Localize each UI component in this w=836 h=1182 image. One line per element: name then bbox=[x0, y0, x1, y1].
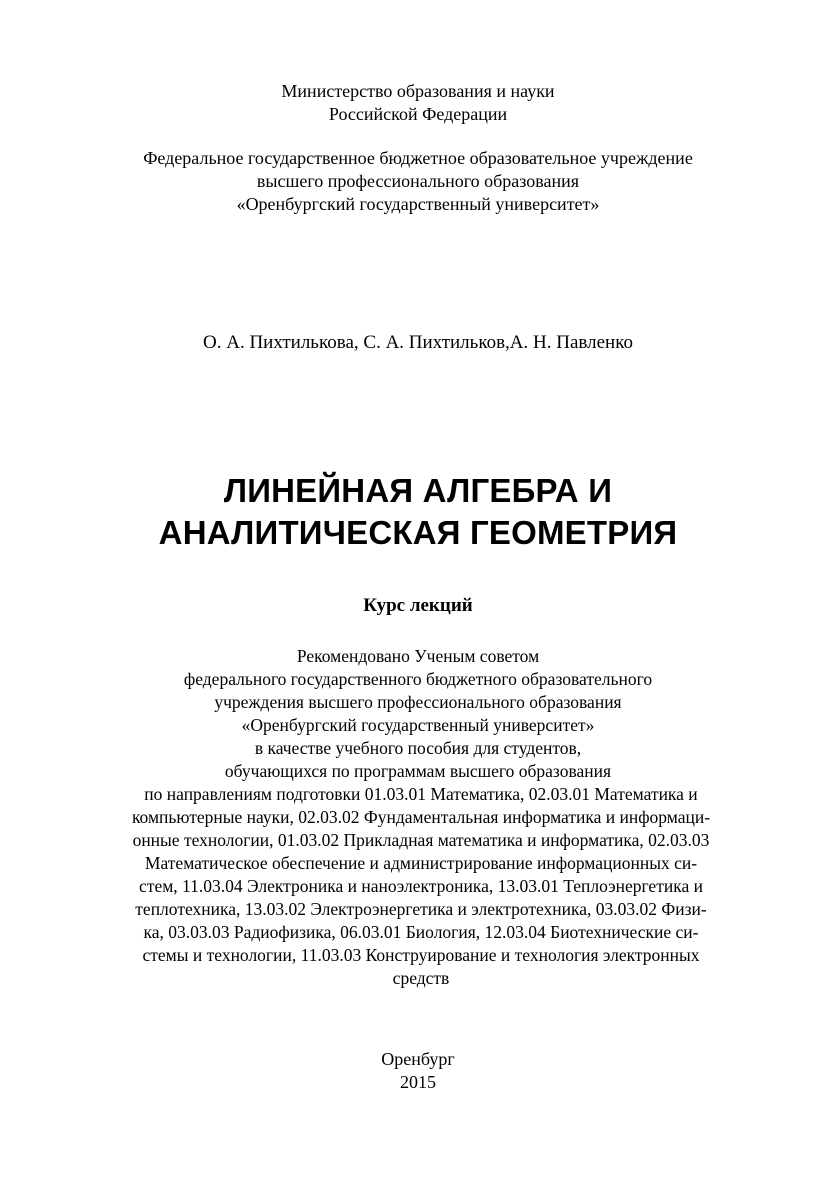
recommendation-line-4: «Оренбургский государственный университет» bbox=[241, 715, 595, 735]
ministry-block bbox=[0, 80, 836, 126]
institution-line-2: высшего профессионального образования bbox=[256, 171, 580, 191]
directions-line-8: стемы и технологии, 11.03.03 Конструирование и технология электронных bbox=[142, 945, 700, 965]
institution-block bbox=[0, 147, 836, 216]
directions-line-3: онные технологии, 01.03.02 Прикладная математика и информатика, 02.03.03 bbox=[132, 830, 710, 850]
directions-line-6: теплотехника, 13.03.02 Электроэнергетика и электротехника, 03.03.02 Физи- bbox=[135, 899, 707, 919]
institution-line-3: «Оренбургский государственный университет» bbox=[236, 194, 600, 214]
book-title-line-2: АНАЛИТИЧЕСКАЯ ГЕОМЕТРИЯ bbox=[158, 514, 678, 551]
publication-year-text: 2015 bbox=[400, 1072, 436, 1092]
recommendation-block bbox=[0, 645, 836, 783]
directions-block bbox=[96, 783, 746, 990]
directions-line-9: средств bbox=[392, 968, 450, 988]
institution-line-1: Федеральное государственное бюджетное образовательное учреждение bbox=[143, 148, 693, 168]
publication-year bbox=[0, 1071, 836, 1094]
directions-line-2: компьютерные науки, 02.03.02 Фундаментальная информатика и информаци- bbox=[131, 807, 711, 827]
book-title-line-1: ЛИНЕЙНАЯ АЛГЕБРА И bbox=[223, 472, 613, 509]
book-title bbox=[0, 470, 836, 554]
ministry-line-2: Российской Федерации bbox=[328, 104, 508, 124]
recommendation-line-3: учреждения высшего профессионального образования bbox=[214, 692, 622, 712]
directions-line-7: ка, 03.03.03 Радиофизика, 06.03.01 Биология, 12.03.04 Биотехнические си- bbox=[143, 922, 699, 942]
directions-line-1: по направлениям подготовки 01.03.01 Математика, 02.03.01 Математика и bbox=[144, 784, 698, 804]
authors: О. А. Пихтилькова, С. А. Пихтильков,А. Н. Павленко bbox=[203, 332, 633, 353]
ministry-line-1: Министерство образования и науки bbox=[281, 81, 555, 101]
recommendation-line-2: федерального государственного бюджетного образовательного bbox=[183, 669, 653, 689]
directions-line-5: стем, 11.03.04 Электроника и наноэлектроника, 13.03.01 Теплоэнергетика и bbox=[139, 876, 703, 896]
book-subtitle: Курс лекций bbox=[363, 595, 473, 616]
recommendation-line-6: обучающихся по программам высшего образования bbox=[224, 761, 612, 781]
publication-city-text: Оренбург bbox=[381, 1049, 455, 1069]
directions-line-4: Математическое обеспечение и администрирование информационных си- bbox=[144, 853, 698, 873]
recommendation-line-5: в качестве учебного пособия для студентов, bbox=[254, 738, 582, 758]
publication-city bbox=[0, 1048, 836, 1071]
recommendation-line-1: Рекомендовано Ученым советом bbox=[296, 646, 540, 666]
